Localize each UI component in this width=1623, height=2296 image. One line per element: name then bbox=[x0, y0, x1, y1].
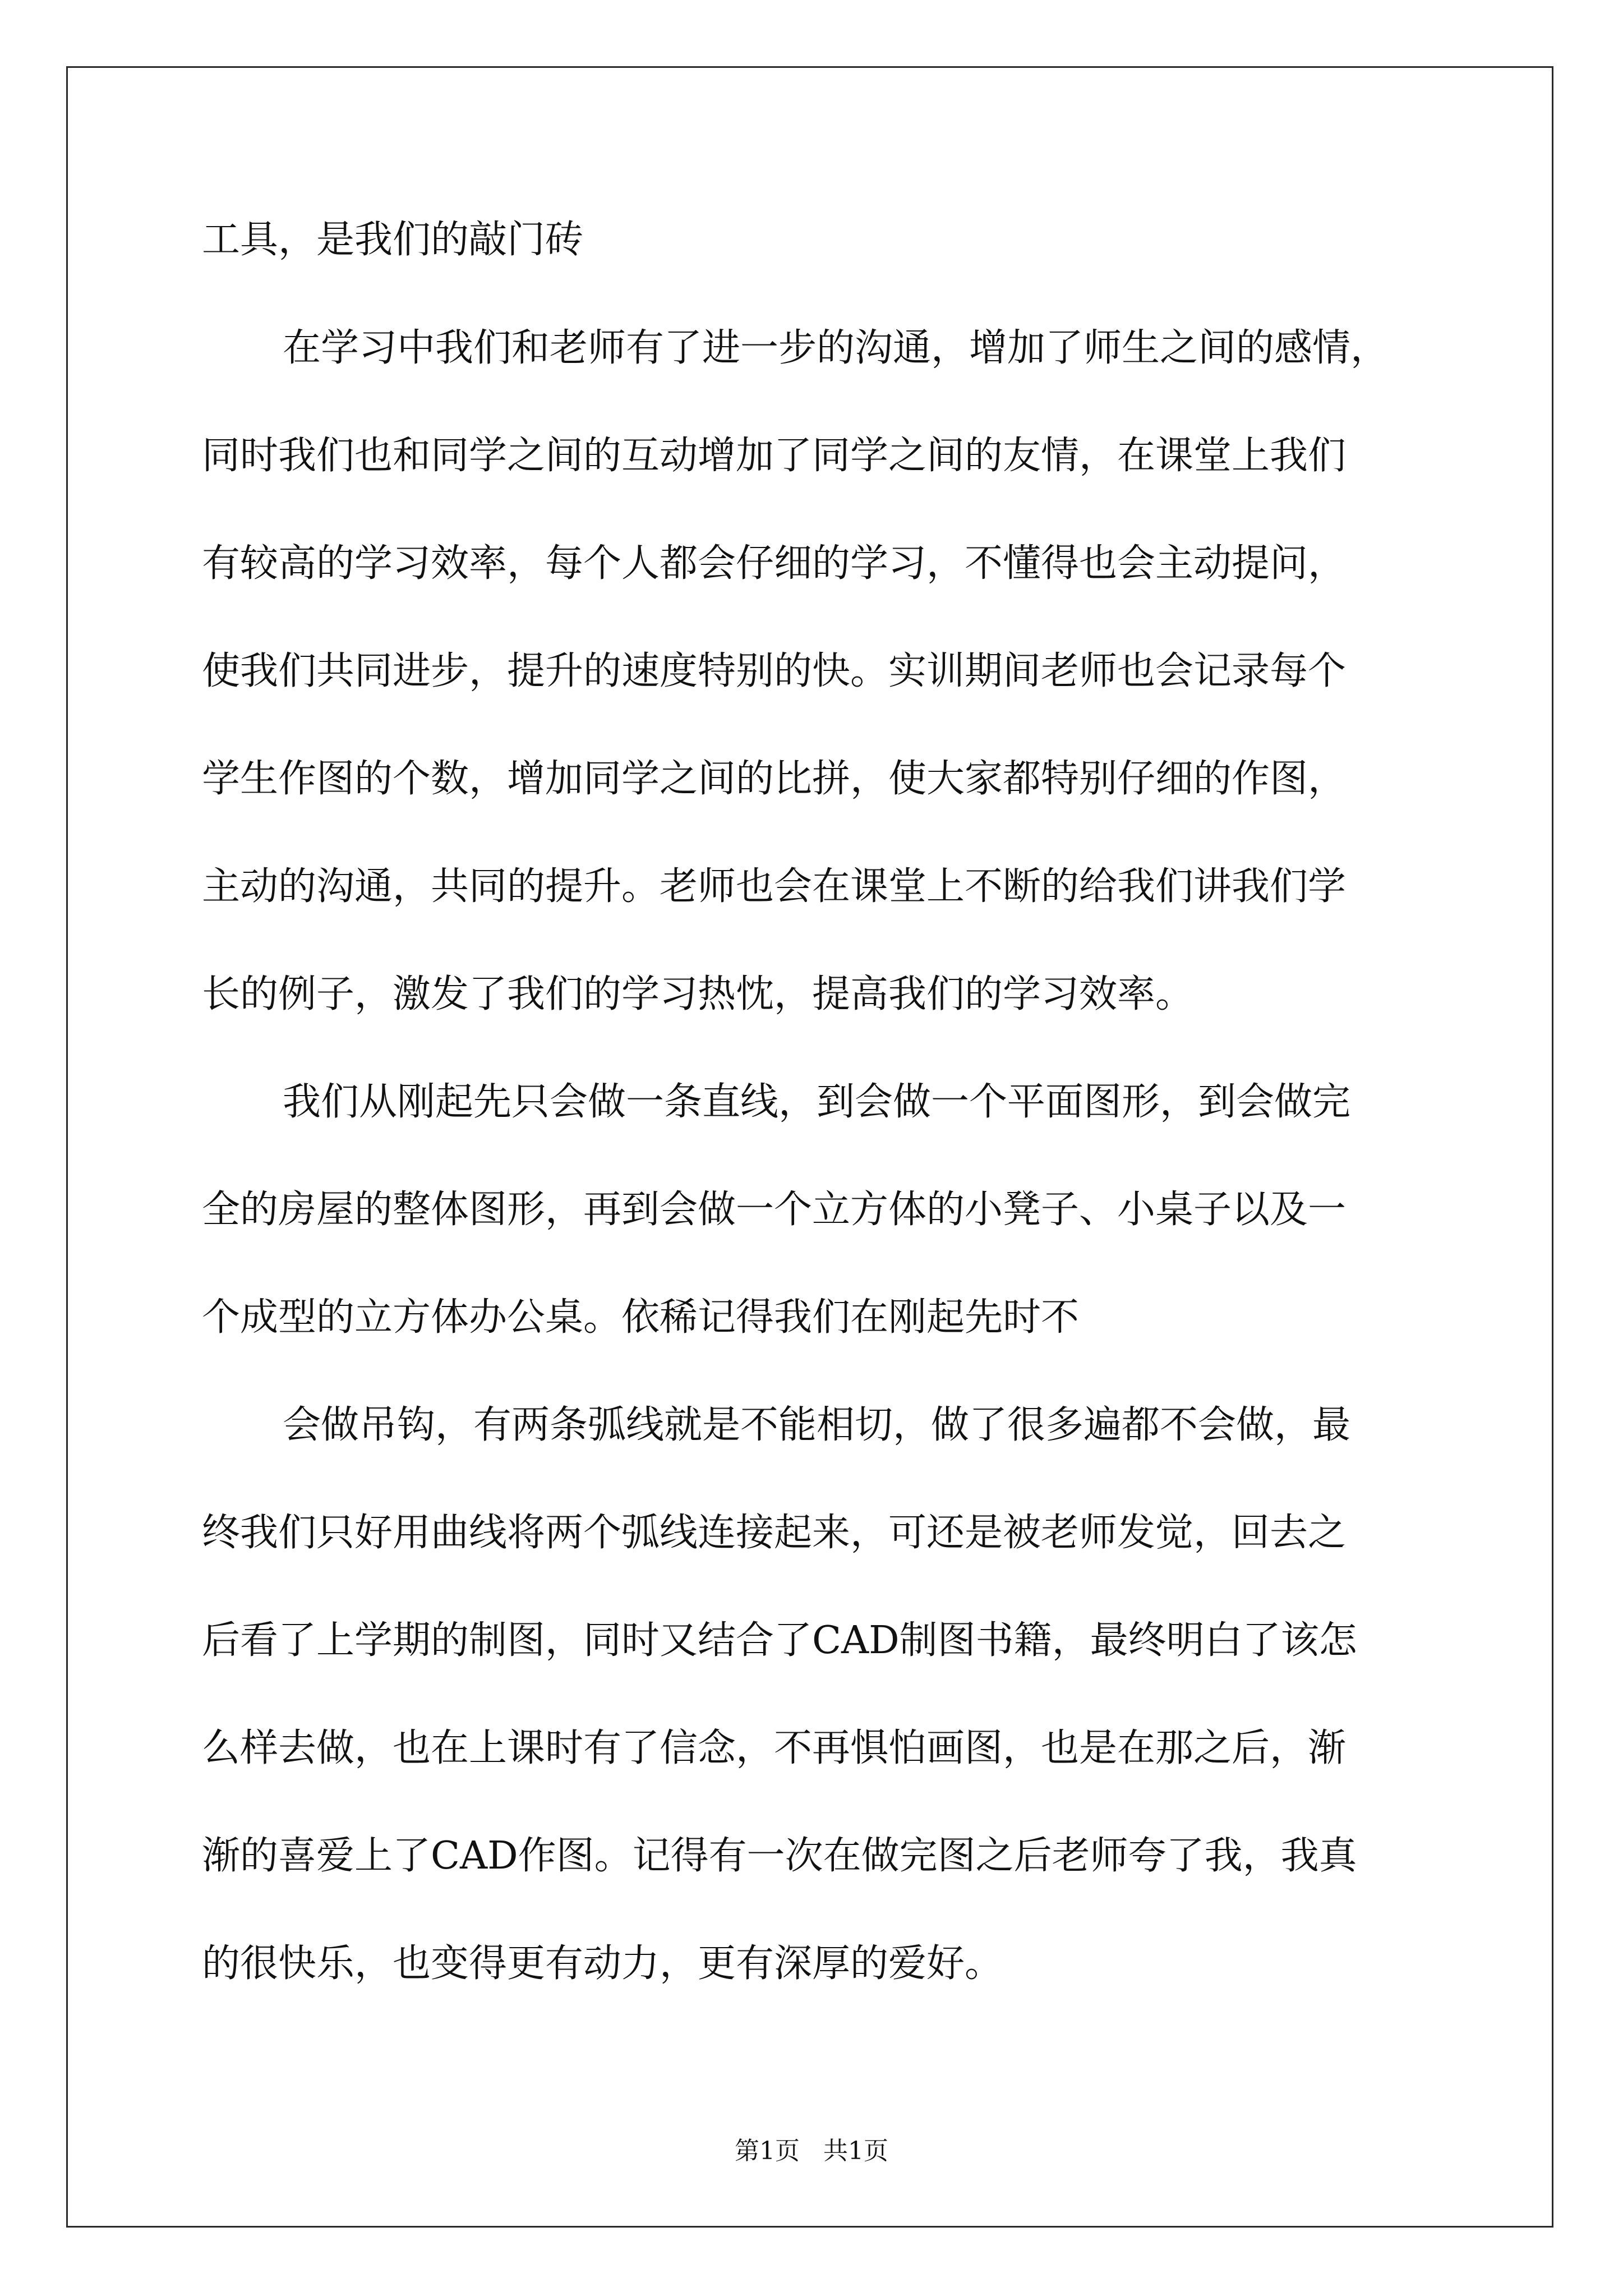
text-line: 全的房屋的整体图形，再到会做一个立方体的小凳子、小桌子以及一 bbox=[202, 1188, 1347, 1232]
paragraph-first-line: 在学习中我们和老师有了进一步的沟通，增加了师生之间的感情， bbox=[283, 326, 1389, 370]
text-line: 主动的沟通，共同的提升。老师也会在课堂上不断的给我们讲我们学 bbox=[202, 864, 1347, 909]
text-line: 渐的喜爱上了CAD作图。记得有一次在做完图之后老师夸了我，我真 bbox=[202, 1834, 1357, 1878]
text-line: 的很快乐，也变得更有动力，更有深厚的爱好。 bbox=[202, 1941, 1003, 1986]
text-line: 个成型的立方体办公桌。依稀记得我们在刚起先时不 bbox=[202, 1295, 1080, 1340]
page-number-footer: 第1页 共1页 bbox=[735, 2137, 888, 2165]
text-line: 后看了上学期的制图，同时又结合了CAD制图书籍，最终明白了该怎 bbox=[202, 1618, 1357, 1663]
text-line: 有较高的学习效率，每个人都会仔细的学习，不懂得也会主动提问， bbox=[202, 541, 1347, 586]
text-line: 终我们只好用曲线将两个弧线连接起来，可还是被老师发觉，回去之 bbox=[202, 1511, 1347, 1555]
text-line: 同时我们也和同学之间的互动增加了同学之间的友情，在课堂上我们 bbox=[202, 434, 1347, 478]
text-line: 么样去做，也在上课时有了信念，不再惧怕画图，也是在那之后，渐 bbox=[202, 1726, 1347, 1770]
text-line: 工具，是我们的敲门砖 bbox=[202, 218, 584, 262]
paragraph-first-line: 会做吊钩，有两条弧线就是不能相切，做了很多遍都不会做，最 bbox=[283, 1403, 1351, 1447]
page-border bbox=[66, 66, 1553, 2228]
paragraph-first-line: 我们从刚起先只会做一条直线，到会做一个平面图形，到会做完 bbox=[283, 1080, 1351, 1124]
text-line: 使我们共同进步，提升的速度特别的快。实训期间老师也会记录每个 bbox=[202, 649, 1347, 693]
text-line: 长的例子，激发了我们的学习热忱，提高我们的学习效率。 bbox=[202, 972, 1194, 1016]
text-line: 学生作图的个数，增加同学之间的比拼，使大家都特别仔细的作图， bbox=[202, 757, 1347, 801]
